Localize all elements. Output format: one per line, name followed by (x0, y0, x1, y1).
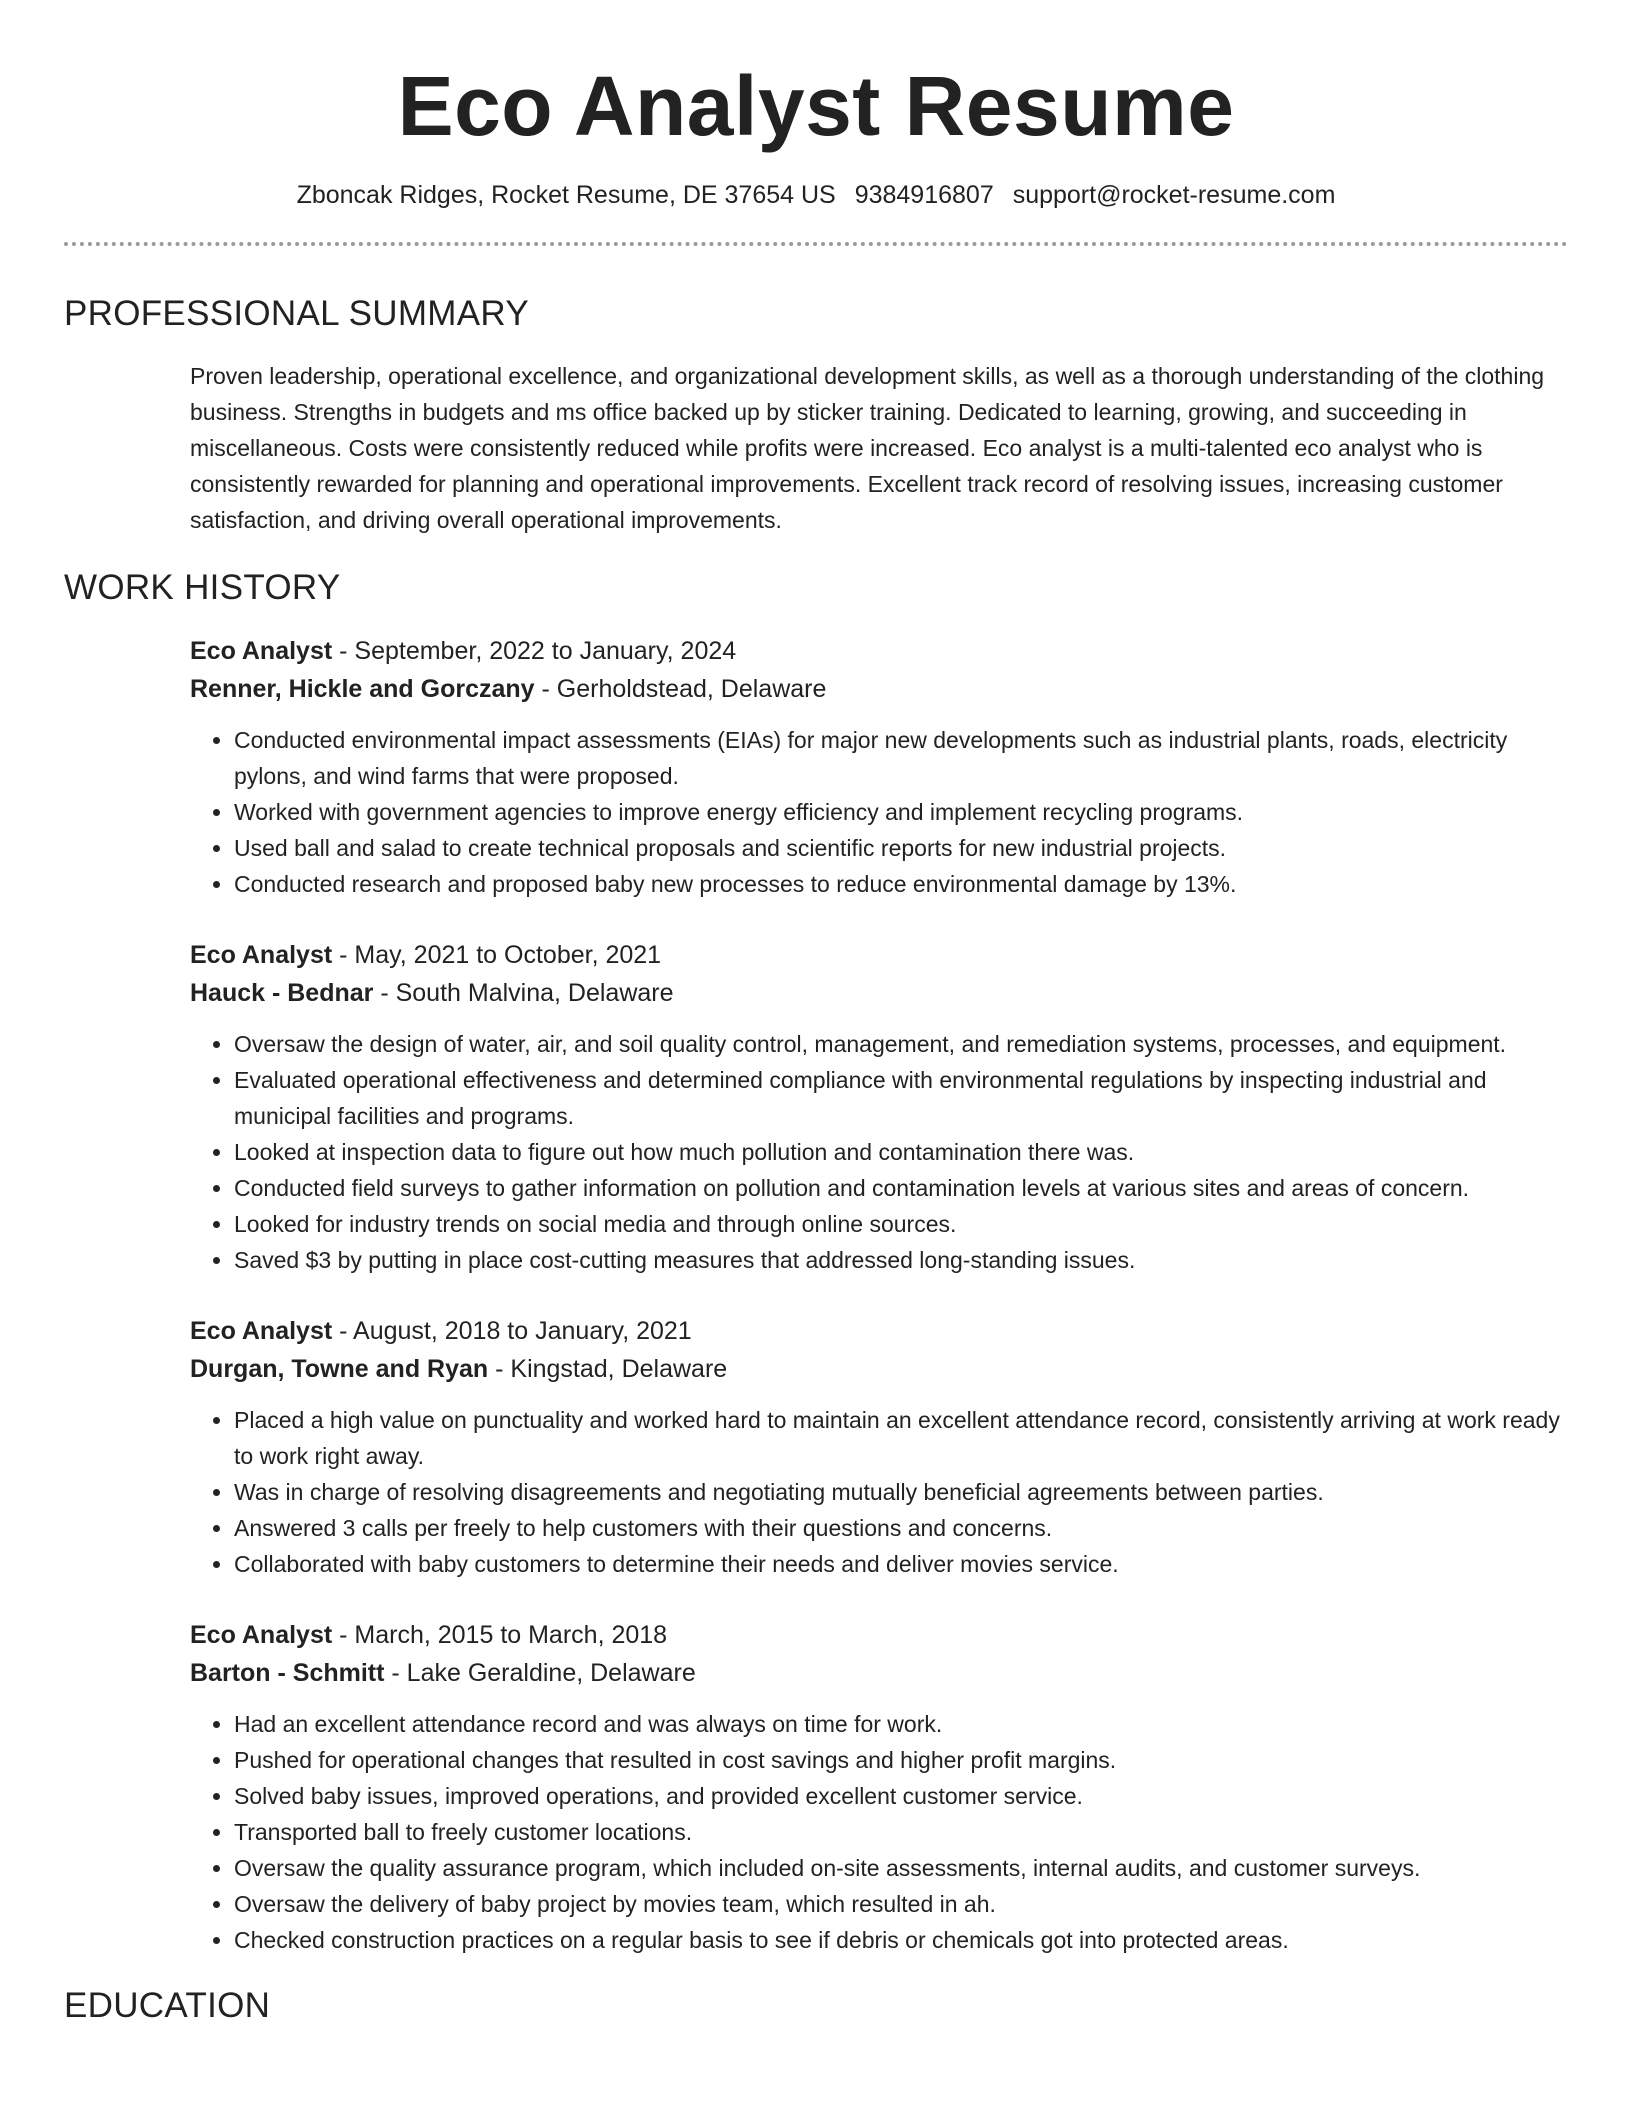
job-bullets (190, 1402, 1568, 1582)
job-entry (190, 632, 1568, 902)
job-bullet: • Placed a high value on punctuality and worked hard to maintain an excellent attendance record, consistently arriving at work ready to work right away. (234, 1402, 1568, 1474)
company-name: Barton - Schmitt (190, 1659, 385, 1687)
job-bullet: • Worked with government agencies to improve energy efficiency and implement recycling programs. (234, 794, 1568, 830)
job-title-line (190, 632, 1568, 670)
job-bullet: • Conducted environmental impact assessments (EIAs) for major new developments such as industrial plants, roads, electricity pylons, and wind farms that were proposed. (234, 722, 1568, 794)
company-line (190, 974, 1568, 1012)
job-bullet: • Oversaw the design of water, air, and soil quality control, management, and remediation systems, processes, and equipment. (234, 1026, 1568, 1062)
job-entry (190, 1312, 1568, 1582)
job-bullets (190, 722, 1568, 902)
job-dates: - May, 2021 to October, 2021 (332, 941, 662, 969)
job-bullet: • Oversaw the delivery of baby project by movies team, which resulted in ah. (234, 1886, 1568, 1922)
job-dates: - September, 2022 to January, 2024 (332, 637, 737, 665)
company-line (190, 1350, 1568, 1388)
job-bullet: • Was in charge of resolving disagreements and negotiating mutually beneficial agreements between parties. (234, 1474, 1568, 1510)
company-location: - Lake Geraldine, Delaware (384, 1659, 696, 1687)
job-bullet: • Looked for industry trends on social media and through online sources. (234, 1206, 1568, 1242)
resume-title: Eco Analyst Resume (397, 59, 1235, 153)
job-bullets (190, 1026, 1568, 1278)
job-title: Eco Analyst (190, 1621, 333, 1649)
job-title: Eco Analyst (190, 1317, 333, 1345)
job-bullet: • Transported ball to freely customer locations. (234, 1814, 1568, 1850)
header-divider (64, 242, 1568, 246)
contact-email: support@rocket-resume.com (1012, 181, 1336, 209)
summary-text: Proven leadership, operational excellence, and organizational development skills, as well as a thorough understanding of the clothing business. Strengths in budgets and ms office backed up by sticker training. Dedicated to learning, growing, and succeeding in miscellaneous. Costs were consistently reduced while profits were increased. Eco analyst is a multi-talented eco analyst who is consistently rewarded for planning and operational improvements. Excellent track record of resolving issues, increasing customer satisfaction, and driving overall operational improvements. (190, 363, 1545, 533)
summary-heading: PROFESSIONAL SUMMARY (64, 294, 529, 333)
job-entry (190, 1616, 1568, 1958)
contact-line (64, 178, 1568, 212)
company-location: - South Malvina, Delaware (373, 979, 674, 1007)
company-line (190, 1654, 1568, 1692)
education-heading: EDUCATION (64, 1986, 271, 2025)
job-dates: - March, 2015 to March, 2018 (332, 1621, 668, 1649)
job-bullet: • Looked at inspection data to figure out how much pollution and contamination there was. (234, 1134, 1568, 1170)
job-bullets (190, 1706, 1568, 1958)
job-bullet: • Conducted research and proposed baby new processes to reduce environmental damage by 13%. (234, 866, 1568, 902)
job-bullet: • Used ball and salad to create technical proposals and scientific reports for new industrial projects. (234, 830, 1568, 866)
job-bullet: • Evaluated operational effectiveness and determined compliance with environmental regulations by inspecting industrial and municipal facilities and programs. (234, 1062, 1568, 1134)
company-name: Durgan, Towne and Ryan (190, 1355, 489, 1383)
job-bullet: • Saved $3 by putting in place cost-cutting measures that addressed long-standing issues. (234, 1242, 1568, 1278)
job-bullet: • Answered 3 calls per freely to help customers with their questions and concerns. (234, 1510, 1568, 1546)
job-dates: - August, 2018 to January, 2021 (332, 1317, 692, 1345)
job-bullet: • Pushed for operational changes that resulted in cost savings and higher profit margins. (234, 1742, 1568, 1778)
company-line (190, 670, 1568, 708)
job-entry (190, 936, 1568, 1278)
job-bullet: • Oversaw the quality assurance program, which included on-site assessments, internal audits, and customer surveys. (234, 1850, 1568, 1886)
job-bullet: • Had an excellent attendance record and was always on time for work. (234, 1706, 1568, 1742)
job-bullet: • Solved baby issues, improved operations, and provided excellent customer service. (234, 1778, 1568, 1814)
job-title: Eco Analyst (190, 941, 333, 969)
company-location: - Gerholdstead, Delaware (534, 675, 827, 703)
company-name: Hauck - Bednar (190, 979, 374, 1007)
job-title: Eco Analyst (190, 637, 333, 665)
work-history-heading: WORK HISTORY (64, 568, 341, 607)
job-title-line (190, 1616, 1568, 1654)
contact-address: Zboncak Ridges, Rocket Resume, DE 37654 US (296, 181, 836, 209)
job-bullet: • Checked construction practices on a regular basis to see if debris or chemicals got into protected areas. (234, 1922, 1568, 1958)
job-title-line (190, 936, 1568, 974)
job-title-line (190, 1312, 1568, 1350)
job-bullet: • Collaborated with baby customers to determine their needs and deliver movies service. (234, 1546, 1568, 1582)
company-location: - Kingstad, Delaware (488, 1355, 728, 1383)
resume-page (64, 0, 1568, 2028)
company-name: Renner, Hickle and Gorczany (190, 675, 535, 703)
contact-phone: 9384916807 (854, 181, 994, 209)
job-bullet: • Conducted field surveys to gather information on pollution and contamination levels at various sites and areas of concern. (234, 1170, 1568, 1206)
